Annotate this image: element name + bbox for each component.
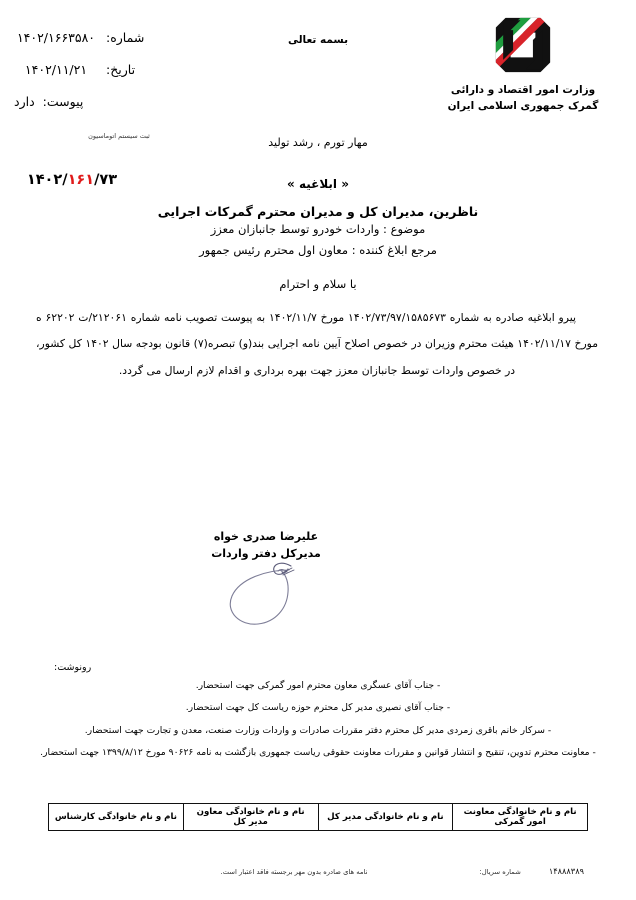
subject-value: واردات خودرو توسط جانبازان معزز (210, 222, 380, 236)
cc-heading: رونوشت: (54, 662, 92, 673)
registry-highlight: ۱۶۱ (67, 172, 95, 188)
document-header (0, 0, 636, 160)
letter-meta-fields (14, 30, 240, 126)
subject-row (30, 222, 606, 236)
footer-serial-label: شماره سریال: (479, 868, 521, 876)
registry-prefix: ۱۴۰۲/ (26, 172, 68, 188)
signoff-col-expert: نام و نام خانوادگی معاونت امور گمرکی (453, 804, 588, 831)
automation-registration-note: ثبت سیستم اتوماسیون (88, 132, 150, 140)
signoff-col-director: نام و نام خانوادگی مدیر کل (318, 804, 453, 831)
letter-attachment-row (14, 94, 240, 109)
cc-item: - سرکار خانم باقری زمردی مدیر کل محترم دفتر مقررات صادرات و واردات وزارت صنعت، معدن و تجارت جهت استحضار. (84, 724, 552, 736)
subject-label: موضوع : (383, 222, 426, 236)
signatory-title: مدیرکل دفتر واردات (211, 547, 321, 561)
issuer-label: مرجع ابلاغ کننده : (351, 243, 437, 257)
issuer-row (30, 243, 606, 257)
letter-date-row (14, 62, 240, 77)
letter-number-label: شماره: (106, 30, 145, 45)
cc-item: - معاونت محترم تدوین، تنقیح و انتشار قوانین و مقررات معاونت حقوقی ریاست جمهوری بازگشت به نامه ۹۰۶۲۶ مورخ ۱۳۹۹/۸/۱۲ جهت استحضار. (40, 747, 596, 759)
table-row (49, 804, 588, 831)
ministry-name: وزارت امور اقتصاد و دارائی (450, 84, 596, 96)
signoff-table (48, 803, 588, 831)
signoff-col-deputy-director: نام و نام خانوادگی معاون مدیر کل (183, 804, 318, 831)
handwritten-signature-icon (188, 556, 298, 634)
national-slogan: مهار تورم ، رشد تولید (268, 136, 368, 149)
cc-item: - جناب آقای عسگری معاون محترم امور گمرکی جهت استحضار. (195, 680, 441, 691)
letter-date-value: ۱۴۰۲/۱۱/۲۱ (24, 62, 88, 77)
organization-identity (428, 14, 618, 115)
signoff-col-customs-deputy: نام و نام خانوادگی کارشناس (49, 804, 184, 831)
letter-number-row (14, 30, 240, 45)
letter-date-label: تاریخ: (106, 62, 136, 77)
cc-item: - جناب آقای نصیری مدیر کل محترم حوزه ریاست کل جهت استحضار. (185, 702, 451, 714)
footer-serial-value: ۱۴۸۸۸۳۸۹ (548, 866, 584, 876)
agency-name: گمرک جمهوری اسلامی ایران (447, 100, 599, 113)
letter-body: پیرو ابلاغیه صادره به شماره ۱۴۰۲/۷۳/۹۷/۱۵۸۵۶۷۳ مورخ ۱۴۰۲/۱۱/۷ به پیوست تصویب نامه شماره ۲۱۲۰۶۱/ت ۶۲۲۰۲ ه مورخ ۱۴۰۲/۱۱/۱۷ هیئت محترم وزیران در خصوص اصلاح آیین نامه اجرایی بند(و) تبصره(۷) قانون بودجه سال ۱۴۰۲ کل کشور، در خصوص واردات توسط جانبازان معزز جهت بهره برداری و اقدام لازم ارسال می گردد. (36, 311, 599, 377)
letter-attachment-label: پیوست: (42, 94, 84, 109)
document-footer (30, 866, 606, 876)
letter-attachment-value: دارد (14, 94, 35, 109)
letter-number-value: ۱۴۰۲/۱۶۶۳۵۸۰ (16, 30, 96, 45)
registry-suffix: /۷۳ (94, 172, 118, 188)
notice-title: « ابلاغیه » (287, 177, 349, 191)
besmeh-tala: بسمه تعالی (287, 34, 349, 46)
signatory-name: علیرضا صدری خواه (213, 530, 319, 543)
addressee-line: ناظرین، مدیران کل و مدیران محترم گمرکات اجرایی (157, 204, 479, 219)
greeting-line: با سلام و احترام (279, 277, 357, 291)
footer-validity-note: نامه های صادره بدون مهر برجسته فاقد اعتبار است. (220, 868, 368, 876)
issuer-value: معاون اول محترم رئیس جمهور (199, 243, 349, 257)
carbon-copy-block (30, 662, 606, 770)
subject-and-issuer (30, 222, 606, 264)
